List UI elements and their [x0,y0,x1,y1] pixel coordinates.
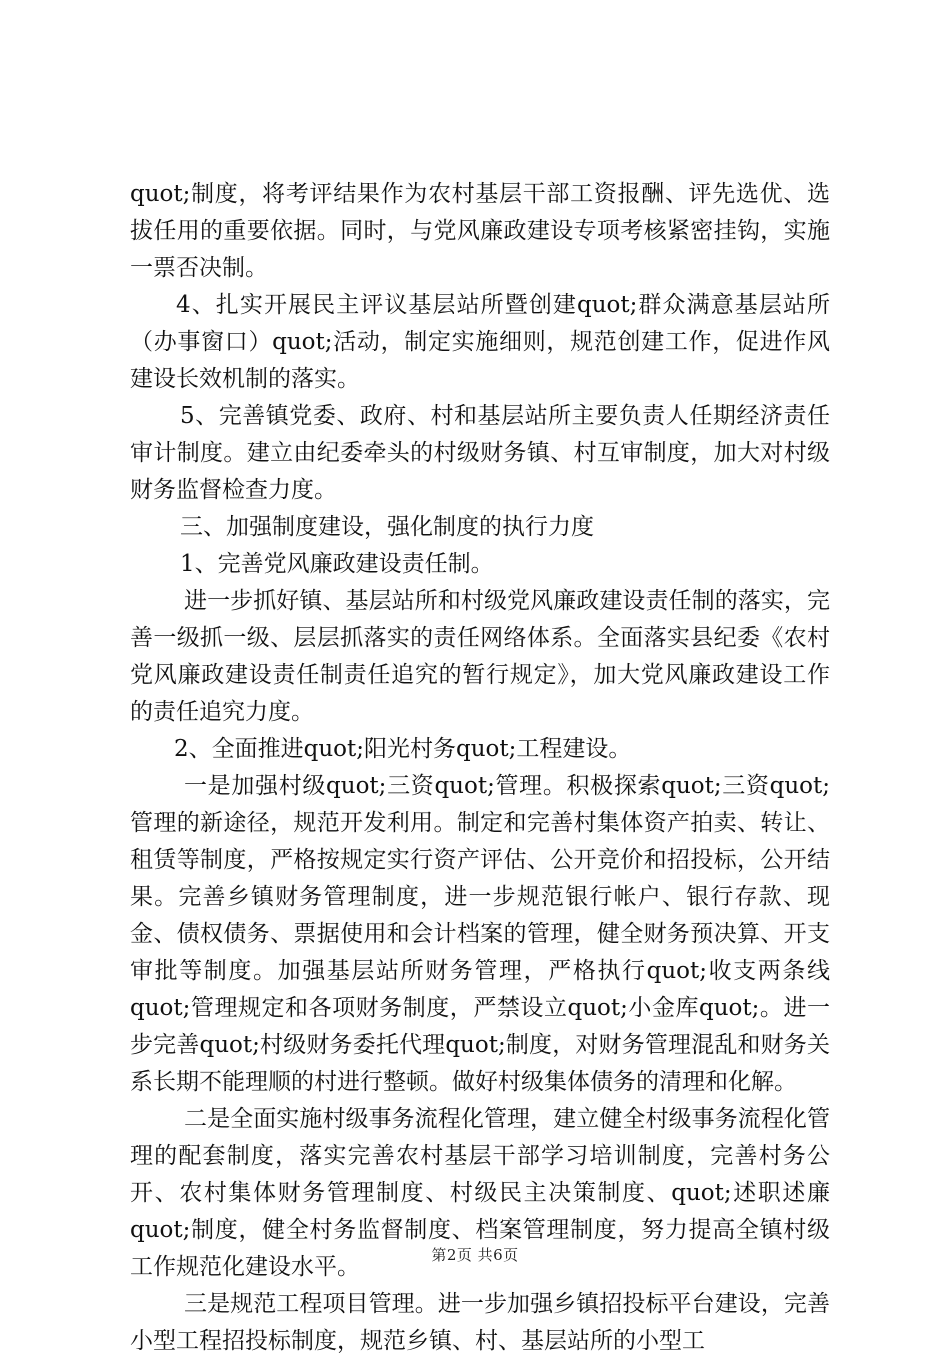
section-heading: 三、加强制度建设，强化制度的执行力度 [180,514,594,540]
paragraph-1: quot;制度，将考评结果作为农村基层干部工资报酬、评先选优、选拔任用的重要依据。同时，与党风廉政建设专项考核紧密挂钩，实施一票否决制。 [130,181,830,281]
paragraph-5: 一是加强村级quot;三资quot;管理。积极探索quot;三资quot;管理的新途径，规范开发利用。制定和完善村集体资产拍卖、转让、租赁等制度，严格按规定实行资产评估、公开竞价和招投标，公开结果。完善乡镇财务管理制度，进一步规范银行帐户、银行存款、现金、债权债务、票据使用和会计档案的管理，健全财务预决算、开支审批等制度。加强基层站所财务管理，严格执行quot;收支两条线quot;管理规定和各项财务制度，严禁设立quot;小金库quot;。进一步完善quot;村级财务委托代理quot;制度，对财务管理混乱和财务关系长期不能理顺的村进行整顿。做好村级集体债务的清理和化解。 [130,773,830,1095]
subheading-1: 1、完善党风廉政建设责任制。 [180,551,494,577]
paragraph-4: 进一步抓好镇、基层站所和村级党风廉政建设责任制的落实，完善一级抓一级、层层抓落实的责任网络体系。全面落实县纪委《农村党风廉政建设责任制责任追究的暂行规定》，加大党风廉政建设工作的责任追究力度。 [130,588,830,725]
paragraph-6: 二是全面实施村级事务流程化管理，建立健全村级事务流程化管理的配套制度，落实完善农村基层干部学习培训制度，完善村务公开、农村集体财务管理制度、村级民主决策制度、quot;述职述廉quot;制度，健全村务监督制度、档案管理制度，努力提高全镇村级工作规范化建设水平。 [130,1106,830,1280]
document-body [130,176,830,1360]
paragraph-7: 三是规范工程项目管理。进一步加强乡镇招投标平台建设，完善小型工程招投标制度，规范乡镇、村、基层站所的小型工 [130,1291,830,1354]
subheading-2: 2、全面推进quot;阳光村务quot;工程建设。 [174,736,632,762]
paragraph-2: 4、扎实开展民主评议基层站所暨创建quot;群众满意基层站所（办事窗口）quot;活动，制定实施细则，规范创建工作，促进作风建设长效机制的落实。 [130,292,830,392]
paragraph-3: 5、完善镇党委、政府、村和基层站所主要负责人任期经济责任审计制度。建立由纪委牵头的村级财务镇、村互审制度，加大对村级财务监督检查力度。 [130,403,830,503]
page-number: 第2页 共6页 [431,1246,519,1264]
